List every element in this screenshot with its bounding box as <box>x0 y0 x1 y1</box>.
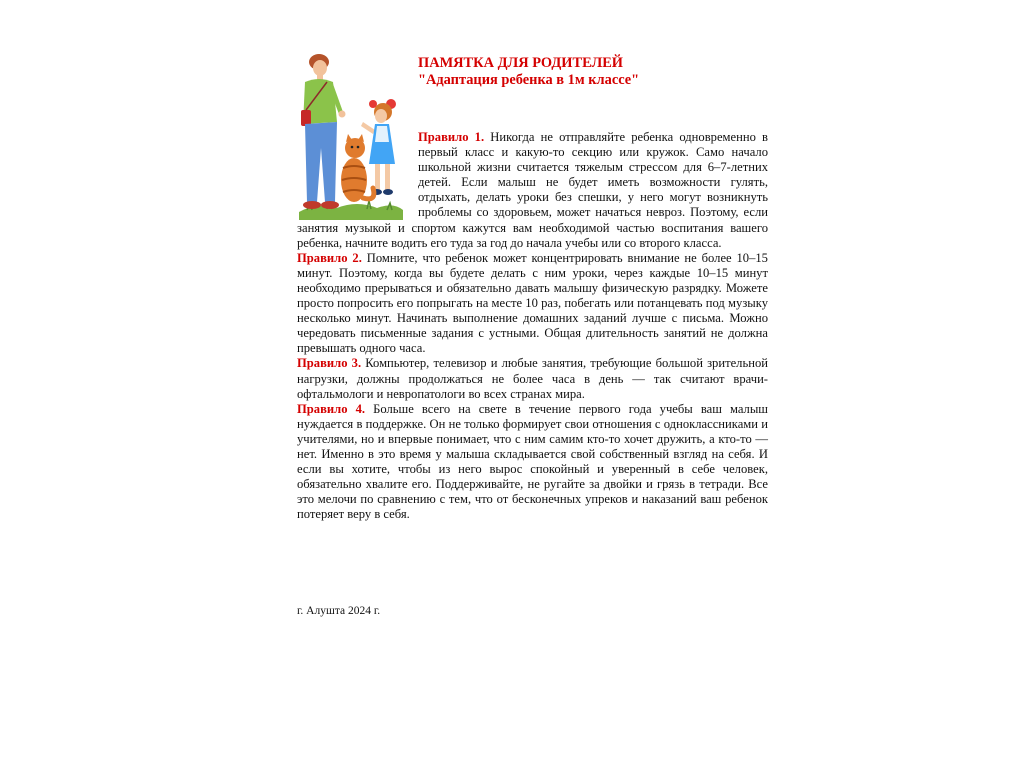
rule-2-text: Помните, что ребенок может концентрировать внимание не более 10–15 минут. Поэтому, когда вы будете делать с ним уроки, через каждые 10–15 минут необходимо прерываться и обязательно давать малышу физическую разрядку. Можете просто попросить его попрыгать на месте 10 раз, побегать или потанцевать под музыку несколько минут. Начинать выполнение домашних заданий лучше с письма. Можно чередовать письменные задания с устными. Общая длительность занятий не должна превышать одного часа. <box>297 250 768 356</box>
leaflet-page <box>297 52 768 712</box>
rule-2-label: Правило 2. <box>297 250 362 265</box>
rule-3-label: Правило 3. <box>297 356 362 371</box>
rule-4 <box>297 402 768 523</box>
leaflet-title: ПАМЯТКА ДЛЯ РОДИТЕЛЕЙ <box>418 55 623 71</box>
rule-4-text: Больше всего на свете в течение первого года учебы ваш малыш нуждается в поддержке. Он не только формирует свои отношения с одноклассниками и учителями, но и впервые понимает, что с ним самим кто-то хочет дружить, а кто-то — нет. Именно в это время у малыша складывается свой собственный взгляд на себя. И если вы хотите, чтобы из него вырос спокойный и уверенный в себе человек, обязательно хвалите его. Поддерживайте, не ругайте за двойки и грязь в тетради. Все это мелочи по сравнению с тем, что от бесконечных упреков и наказаний ваш ребенок потеряет веру в себя. <box>297 401 768 522</box>
rule-3 <box>297 356 768 401</box>
footer-place-date: г. Алушта 2024 г. <box>297 605 381 617</box>
rule-1-label: Правило 1. <box>418 130 485 144</box>
rule-3-text: Компьютер, телевизор и любые занятия, требующие большой зрительной нагрузки, должны продолжаться не более часа в день — так считают врачи-офтальмологи и невропатологи во всех странах мира. <box>297 356 768 401</box>
rules-section <box>297 130 768 522</box>
rule-2 <box>297 251 768 357</box>
leaflet-subtitle: "Адаптация ребенка в 1м классе" <box>418 72 640 88</box>
leaflet-heading <box>418 55 768 89</box>
rule-4-label: Правило 4. <box>297 401 366 416</box>
rule-1-text: Никогда не отправляйте ребенка одновременно в первый класс и какую-то секцию или кружок. Само начало школьной жизни считается тяжелым стрессом для 6–7-летних детей. Если малыш не будет иметь возможности гулять, отдыхать, делать уроки без спешки, у него могут возникнуть проблемы со здоровьем, может начаться невроз. Поэтому, если занятия музыкой и спортом кажутся вам необходимой частью воспитания вашего ребенка, начните водить его туда за год до начала учебы или со второго класса. <box>297 130 768 250</box>
